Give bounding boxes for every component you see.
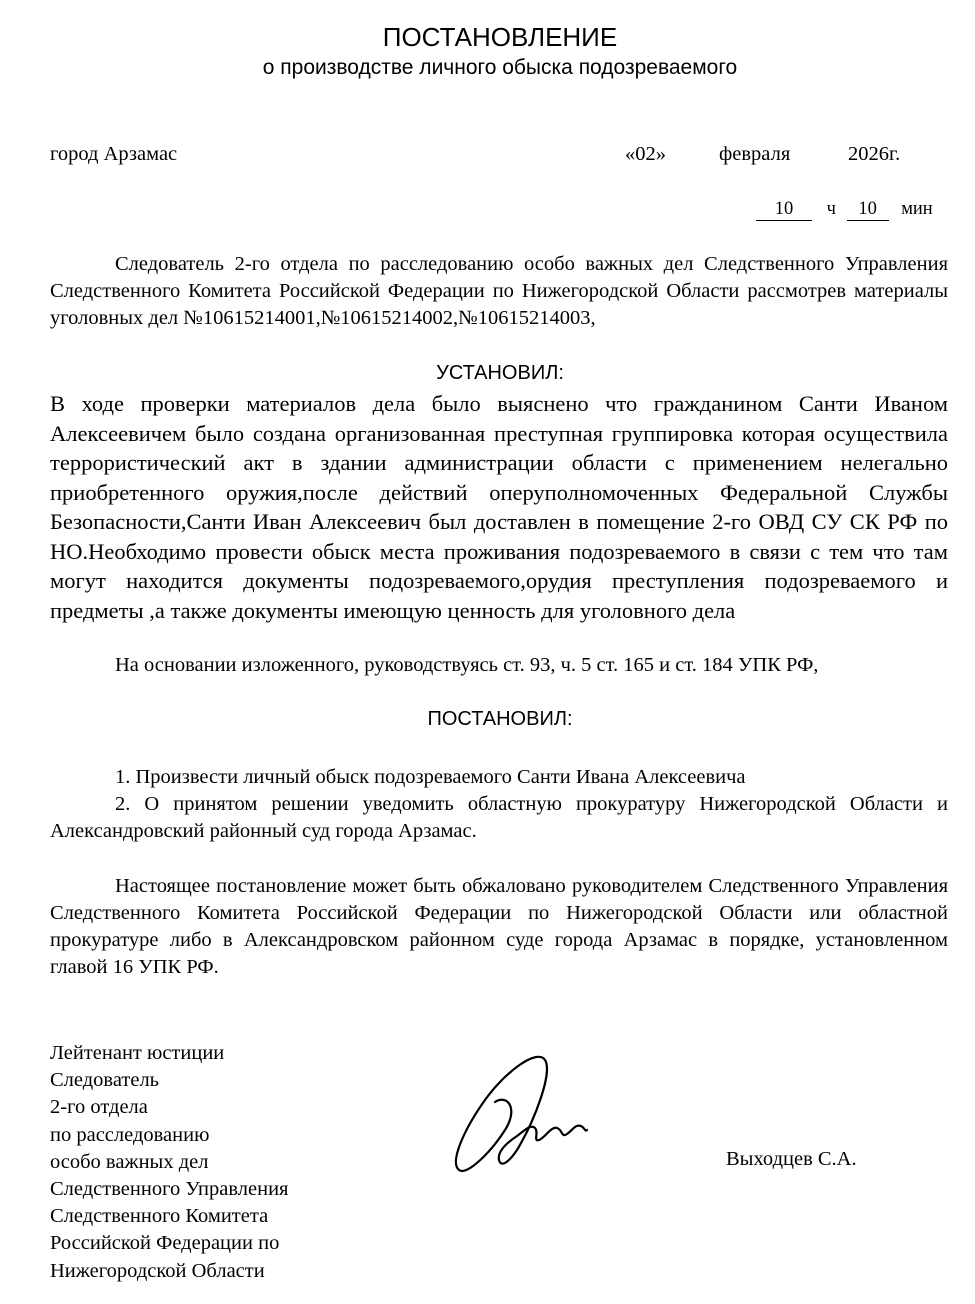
established-heading: УСТАНОВИЛ:: [436, 362, 564, 384]
position-line: Следственного Комитета: [50, 1205, 269, 1228]
time-hours-label: ч: [826, 199, 836, 219]
position-line: особо важных дел: [50, 1150, 209, 1173]
position-line: Российской Федерации по: [50, 1232, 280, 1255]
date-day: «02»: [625, 143, 666, 165]
position-line: Следователь: [50, 1069, 160, 1092]
time-minutes: 10: [847, 198, 889, 221]
date-month: февраля: [719, 143, 791, 165]
established-text: В ходе проверки материалов дела было выяснено что гражданином Санти Иваном Алексеевичем было создана организованная преступная группировка которая осуществила террористический акт в здании администрации области с применением нелегально приобретенного оружия,после действий оперуполномоченных Федеральной Службы Безопасности,Санти Иван Алексеевич был доставлен в помещение 2-го ОВД СУ СК РФ по НО.Необходимо провести обыск места проживания подозреваемого в связи с тем что там могут находится документы подозреваемого,орудия преступления подозреваемого и предметы ,а также документы имеющую ценность для уголовного дела: [50, 391, 948, 623]
handwritten-signature: [445, 1050, 595, 1180]
resolved-heading: ПОСТАНОВИЛ:: [427, 708, 573, 730]
date-year: 2026г.: [848, 143, 901, 165]
resolved-item-1: 1. Произвести личный обыск подозреваемого Санти Ивана Алексеевича: [115, 766, 746, 788]
position-line: Следственного Управления: [50, 1178, 289, 1201]
time-row: [756, 198, 933, 221]
position-line: 2-го отдела: [50, 1096, 148, 1119]
city: город Арзамас: [50, 143, 178, 165]
time-hours: 10: [756, 198, 812, 221]
document-title: ПОСТАНОВЛЕНИЕ: [382, 22, 618, 52]
signatory-position: [50, 1040, 288, 1285]
signatory-name: Выходцев С.А.: [726, 1148, 857, 1170]
resolved-item-2: 2. О принятом решении уведомить областную прокуратуру Нижегородской Области и Александровский районный суд города Арзамас.: [50, 793, 948, 842]
appeal-paragraph: Настоящее постановление может быть обжаловано руководителем Следственного Управления Следственного Комитета Российской Федерации по Нижегородской Области или областной прокуратуре либо в Александровском районном суде города Арзамас в порядке, установленном главой 16 УПК РФ.: [50, 875, 948, 978]
intro-paragraph: Следователь 2-го отдела по расследованию особо важных дел Следственного Управления Следственного Комитета Российской Федерации по Нижегородской Области рассмотрев материалы уголовных дел №10615214001,№10615214002,№10615214003,: [50, 253, 948, 329]
document-subtitle: о производстве личного обыска подозреваемого: [262, 56, 738, 79]
basis-paragraph: На основании изложенного, руководствуясь ст. 93, ч. 5 ст. 165 и ст. 184 УПК РФ,: [115, 654, 819, 676]
position-line: по расследованию: [50, 1123, 210, 1146]
position-line: Нижегородской Области: [50, 1259, 265, 1282]
time-minutes-label: мин: [901, 199, 933, 219]
position-line: Лейтенант юстиции: [50, 1042, 225, 1064]
